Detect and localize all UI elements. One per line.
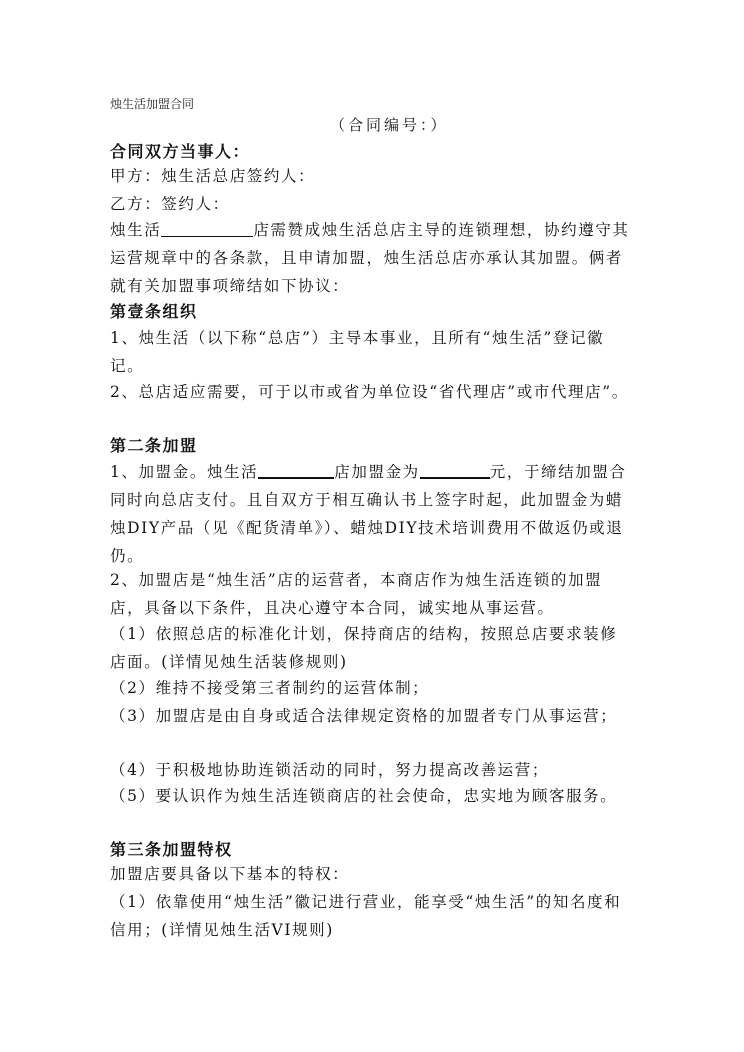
article-2-clause-2: 2、加盟店是“烛生活”店的运营者，本商店作为烛生活连锁的加盟店，具备以下条件，且决心遵守本合同，诚实地从事运营。 — [110, 571, 603, 617]
article-1-heading: 第壹条组织 — [110, 302, 198, 321]
party-b-line: 乙方：签约人： — [110, 195, 230, 213]
article-2-item-2: （2）维持不接受第三者制约的运营体制； — [110, 679, 430, 697]
parties-heading: 合同双方当事人： — [110, 142, 251, 161]
article-3-intro: 加盟店要具备以下基本的特权： — [110, 865, 350, 883]
article-2-item-5: （5）要认识作为烛生活连锁商店的社会使命，忠实地为顾客服务。 — [110, 787, 618, 805]
fee-amount-blank[interactable] — [420, 461, 490, 479]
party-a-line: 甲方：烛生活总店签约人： — [110, 167, 316, 185]
article-2-item-4: （4）于积极地协助连锁活动的同时，努力提高改善运营； — [110, 761, 549, 779]
article-2-clause-1 — [110, 458, 632, 570]
fee-text-b: 店加盟金为 — [334, 463, 420, 481]
fee-text-a: 1、加盟金。烛生活 — [110, 463, 259, 481]
article-2-heading: 第二条加盟 — [110, 436, 198, 455]
fee-text-c: 元，于缔结加盟合同时向总店支付。且自双方于相互确认书上签字时起，此加盟金为蜡烛DIY产品（见《配货清单》）、蜡烛DIY技术培训费用不做返仍或退仍。 — [110, 463, 627, 565]
article-3-heading: 第三条加盟特权 — [110, 840, 233, 859]
intro-prefix: 烛生活 — [110, 221, 162, 239]
shop-name-blank[interactable] — [161, 220, 253, 237]
article-1-clause-1: 1、烛生活（以下称“总店”）主导本事业，且所有“烛生活”登记徽记。 — [110, 329, 605, 375]
article-2-item-1: （1）依照总店的标准化计划，保持商店的结构，按照总店要求装修店面。(详情见烛生活装修规则) — [110, 625, 618, 671]
article-3-item-1: （1）依靠使用“烛生活”徽记进行营业，能享受“烛生活”的知名度和信用；(详情见烛生活VI规则) — [110, 893, 622, 939]
document-header-title: 烛生活加盟合同 — [110, 97, 195, 111]
intro-text: 店需赞成烛生活总店主导的连锁理想，协约遵守其运营规章中的各条款，且申请加盟，烛生活总店亦承认其加盟。俩者就有关加盟事项缔结如下协议： — [110, 221, 630, 295]
shop-name-blank-2[interactable] — [258, 461, 334, 479]
contract-number: （合同编号：） — [330, 116, 449, 134]
article-2-item-3: （3）加盟店是由自身或适合法律规定资格的加盟者专门从事运营； — [110, 707, 618, 725]
article-1-clause-2: 2、总店适应需要，可于以市或省为单位设“省代理店”或市代理店”。 — [110, 383, 629, 401]
intro-paragraph — [110, 216, 632, 300]
